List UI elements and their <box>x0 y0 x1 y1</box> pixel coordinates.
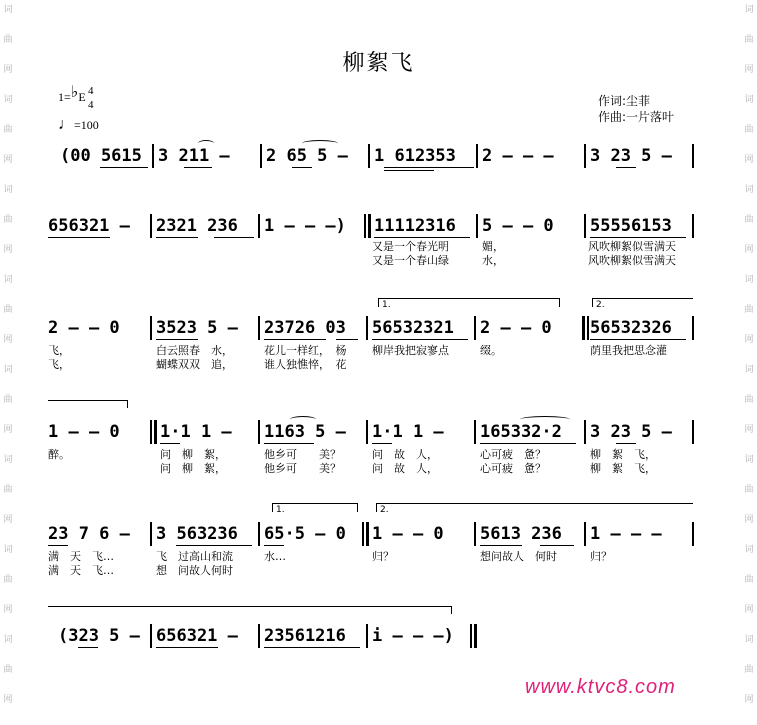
underline <box>292 167 312 168</box>
barline <box>150 214 152 238</box>
watermark-glyph: 词 <box>3 95 13 105</box>
underline <box>590 237 686 238</box>
watermark-glyph: 网 <box>744 155 754 165</box>
lyric-4a-6: 柳 絮 飞， <box>590 448 656 461</box>
underline <box>176 545 252 546</box>
measure-5-5: 5613 236 <box>480 524 562 544</box>
watermark-glyph: 曲 <box>3 125 13 135</box>
watermark-glyph: 词 <box>3 275 13 285</box>
slur <box>198 140 214 147</box>
volta-number: 2. <box>596 300 605 310</box>
watermark-glyph: 词 <box>744 275 754 285</box>
barline <box>476 214 478 238</box>
underline <box>48 237 110 238</box>
watermark-glyph: 网 <box>3 335 13 345</box>
barline <box>584 214 586 238</box>
watermark-glyph: 曲 <box>744 575 754 585</box>
watermark-glyph: 词 <box>3 5 13 15</box>
lyric-4a-2: 问 柳 絮， <box>160 448 226 461</box>
measure-2-4: 11112316 <box>374 216 456 236</box>
lyric-2a-3: 风吹柳絮似雪满天 <box>588 240 676 253</box>
barline <box>692 316 694 340</box>
barline <box>258 214 260 238</box>
underline <box>384 167 474 168</box>
underline <box>616 443 636 444</box>
lyric-3a-4: 柳岸我把寂寥点 <box>372 344 449 357</box>
barline <box>474 316 476 340</box>
lyric-4b-4: 问 故 人， <box>372 462 438 475</box>
measure-5-6: 1 – – – <box>590 524 662 544</box>
watermark-glyph: 曲 <box>3 305 13 315</box>
underline <box>264 339 326 340</box>
watermark-glyph: 网 <box>744 65 754 75</box>
barline <box>150 316 152 340</box>
barline <box>258 420 260 444</box>
key-note: E <box>78 90 86 104</box>
barline <box>150 624 152 648</box>
watermark-glyph: 词 <box>744 455 754 465</box>
meter-bottom: 4 <box>88 99 94 111</box>
repeat-barline <box>362 522 364 546</box>
underline <box>184 167 212 168</box>
watermark-glyph: 词 <box>744 185 754 195</box>
underline <box>374 237 470 238</box>
lyric-4a-3: 他乡可 美？ <box>264 448 341 461</box>
lyric-5a-4: 归？ <box>372 550 394 563</box>
watermark-glyph: 词 <box>744 365 754 375</box>
lyric-4b-2: 问 柳 絮， <box>160 462 226 475</box>
measure-4-4: 1·1 1 – <box>372 422 444 442</box>
lyricist-credit: 作词:尘菲 <box>598 94 651 108</box>
measure-3-4: 56532321 <box>372 318 454 338</box>
lyric-4b-6: 柳 絮 飞， <box>590 462 656 475</box>
measure-1-5: 2 – – – <box>482 146 554 166</box>
composer-credit: 作曲:一片落叶 <box>598 110 675 124</box>
underline <box>372 443 392 444</box>
underline <box>264 647 360 648</box>
lyric-3a-6: 荫里我把思念灌 <box>590 344 667 357</box>
barline <box>366 316 368 340</box>
measure-5-1: 23 7 6 – <box>48 524 130 544</box>
watermark-glyph: 词 <box>3 365 13 375</box>
repeat-barline <box>364 214 366 238</box>
barline <box>260 144 262 168</box>
underline <box>264 443 314 444</box>
barline <box>474 420 476 444</box>
lyric-5b-2: 想 问故人何时 <box>156 564 233 577</box>
barline <box>584 144 586 168</box>
lyric-5a-6: 归？ <box>590 550 612 563</box>
measure-2-6: 55556153 <box>590 216 672 236</box>
volta-end <box>127 400 128 408</box>
watermark-glyph: 曲 <box>744 395 754 405</box>
underline <box>616 167 636 168</box>
measure-6-3: 23561216 <box>264 626 346 646</box>
underline <box>78 647 98 648</box>
watermark-glyph: 词 <box>744 5 754 15</box>
slur <box>520 416 570 423</box>
final-barline <box>470 624 472 648</box>
watermark-glyph: 网 <box>3 65 13 75</box>
final-barline-thick <box>474 624 477 648</box>
lyric-5a-5: 想问故人 何时 <box>480 550 557 563</box>
watermark-glyph: 曲 <box>3 215 13 225</box>
barline <box>258 624 260 648</box>
volta-number: 1. <box>382 300 391 310</box>
barline <box>366 420 368 444</box>
lyric-3a-2: 白云照春 水， <box>156 344 233 357</box>
volta-continuation <box>48 606 452 607</box>
meter-top: 4 <box>88 85 94 97</box>
barline <box>152 144 154 168</box>
lyric-3b-1: 飞， <box>48 358 70 371</box>
barline <box>476 144 478 168</box>
barline <box>692 144 694 168</box>
measure-1-2: 3 211 – <box>158 146 230 166</box>
quarter-note-icon: ♩ <box>58 116 74 133</box>
volta-bracket <box>376 503 693 512</box>
lyric-3a-1: 飞， <box>48 344 70 357</box>
barline <box>692 420 694 444</box>
watermark-glyph: 网 <box>3 155 13 165</box>
watermark-glyph: 网 <box>3 605 13 615</box>
flat-symbol: ♭ <box>70 84 79 101</box>
barline <box>692 522 694 546</box>
measure-1-3: 2 65 5 – <box>266 146 348 166</box>
measure-4-2: 1·1 1 – <box>160 422 232 442</box>
measure-5-2: 3 563236 <box>156 524 238 544</box>
underline <box>384 170 434 171</box>
watermark-glyph: 曲 <box>744 215 754 225</box>
underline <box>480 545 522 546</box>
volta-continuation <box>48 400 128 401</box>
slur <box>302 140 338 147</box>
slur <box>290 416 316 423</box>
underline <box>156 339 198 340</box>
underline <box>100 167 148 168</box>
underline <box>214 237 254 238</box>
lyric-4a-4: 问 故 人， <box>372 448 438 461</box>
repeat-barline-thick <box>368 214 371 238</box>
measure-5-3: 65·5 – 0 <box>264 524 346 544</box>
watermark-glyph: 词 <box>3 545 13 555</box>
watermark-glyph: 网 <box>3 515 13 525</box>
measure-3-6: 56532326 <box>590 318 672 338</box>
lyric-4a-1: 醉。 <box>48 448 70 461</box>
volta-bracket <box>378 298 560 307</box>
barline <box>258 316 260 340</box>
watermark-glyph: 词 <box>744 545 754 555</box>
underline <box>540 545 574 546</box>
repeat-barline <box>150 420 152 444</box>
watermark-glyph: 曲 <box>3 575 13 585</box>
watermark-glyph: 曲 <box>744 305 754 315</box>
site-watermark: www.ktvc8.com <box>525 676 676 698</box>
measure-3-2: 3523 5 – <box>156 318 238 338</box>
lyric-2b-1: 又是一个春山绿 <box>372 254 449 267</box>
tempo-marking <box>58 116 99 134</box>
measure-4-6: 3 23 5 – <box>590 422 672 442</box>
measure-2-1: 656321 – <box>48 216 130 236</box>
watermark-glyph: 词 <box>3 635 13 645</box>
lyric-5a-1: 满 天 飞… <box>48 550 114 563</box>
watermark-glyph: 网 <box>744 695 754 705</box>
measure-3-1: 2 – – 0 <box>48 318 120 338</box>
lyric-4a-5: 心可疲 惫？ <box>480 448 546 461</box>
watermark-glyph: 网 <box>744 605 754 615</box>
watermark-glyph: 网 <box>3 425 13 435</box>
lyric-3a-3: 花儿一样红， 杨 <box>264 344 347 357</box>
underline <box>48 545 68 546</box>
barline <box>584 420 586 444</box>
watermark-glyph: 曲 <box>744 485 754 495</box>
volta-end <box>451 606 452 614</box>
repeat-barline-thick <box>582 316 585 340</box>
measure-2-2: 2321 236 <box>156 216 238 236</box>
measure-6-4: i – – –) <box>372 626 454 646</box>
measure-2-5: 5 – – 0 <box>482 216 554 236</box>
barline <box>258 522 260 546</box>
measure-6-1: (323 5 – <box>58 626 140 646</box>
measure-3-3: 23726 03 <box>264 318 346 338</box>
watermark-glyph: 网 <box>744 335 754 345</box>
underline <box>160 443 180 444</box>
lyric-4b-5: 心可疲 惫？ <box>480 462 546 475</box>
lyric-5b-1: 满 天 飞… <box>48 564 114 577</box>
watermark-glyph: 词 <box>3 185 13 195</box>
underline <box>336 339 358 340</box>
watermark-glyph: 网 <box>3 245 13 255</box>
lyric-2b-3: 风吹柳絮似雪满天 <box>588 254 676 267</box>
barline <box>150 522 152 546</box>
barline <box>368 144 370 168</box>
tempo-value: =100 <box>74 118 99 132</box>
volta-bracket <box>272 503 358 512</box>
lyric-3b-2: 蝴蝶双双 追， <box>156 358 233 371</box>
repeat-barline-thick <box>154 420 157 444</box>
underline <box>156 237 198 238</box>
watermark-glyph: 曲 <box>744 35 754 45</box>
watermark-glyph: 曲 <box>3 395 13 405</box>
measure-1-4: 1 612353 <box>374 146 456 166</box>
barline <box>692 214 694 238</box>
time-signature <box>88 84 94 112</box>
watermark-glyph: 曲 <box>744 125 754 135</box>
volta-number: 2. <box>380 505 389 515</box>
lyric-4b-3: 他乡可 美？ <box>264 462 341 475</box>
lyric-2b-2: 水， <box>482 254 504 267</box>
watermark-glyph: 词 <box>744 95 754 105</box>
measure-5-4: 1 – – 0 <box>372 524 444 544</box>
watermark-glyph: 网 <box>744 245 754 255</box>
underline <box>590 339 686 340</box>
watermark-glyph: 网 <box>744 515 754 525</box>
lyric-2a-2: 媚， <box>482 240 504 253</box>
lyric-2a-1: 又是一个春光明 <box>372 240 449 253</box>
underline <box>372 339 468 340</box>
measure-2-3: 1 – – –) <box>264 216 346 236</box>
watermark-glyph: 网 <box>3 695 13 705</box>
watermark-glyph: 词 <box>3 455 13 465</box>
lyric-3b-3: 谁人独憔悴， 花 <box>264 358 347 371</box>
repeat-barline-thick <box>366 522 369 546</box>
measure-3-5: 2 – – 0 <box>480 318 552 338</box>
lyric-3a-5: 缀。 <box>480 344 502 357</box>
lyric-5a-2: 飞 过高山和流 <box>156 550 233 563</box>
watermark-glyph: 曲 <box>3 35 13 45</box>
underline <box>480 443 576 444</box>
watermark-glyph: 词 <box>744 635 754 645</box>
measure-6-2: 656321 – <box>156 626 238 646</box>
measure-1-1: (00 5615 <box>60 146 142 166</box>
volta-number: 1. <box>276 505 285 515</box>
watermark-glyph: 曲 <box>3 485 13 495</box>
lyric-5a-3: 水… <box>264 550 286 563</box>
watermark-glyph: 曲 <box>744 665 754 675</box>
measure-4-5: 165332·2 <box>480 422 562 442</box>
underline <box>156 647 218 648</box>
key-prefix: 1= <box>58 90 71 104</box>
measure-4-1: 1 – – 0 <box>48 422 120 442</box>
repeat-barline <box>587 316 589 340</box>
measure-1-6: 3 23 5 – <box>590 146 672 166</box>
song-title: 柳絮飞 <box>342 51 415 76</box>
watermark-glyph: 网 <box>744 425 754 435</box>
barline <box>366 624 368 648</box>
measure-4-3: 1163 5 – <box>264 422 346 442</box>
watermark-glyph: 曲 <box>3 665 13 675</box>
barline <box>474 522 476 546</box>
barline <box>584 522 586 546</box>
volta-bracket <box>592 298 693 307</box>
underline <box>264 545 284 546</box>
key-signature <box>58 86 86 106</box>
